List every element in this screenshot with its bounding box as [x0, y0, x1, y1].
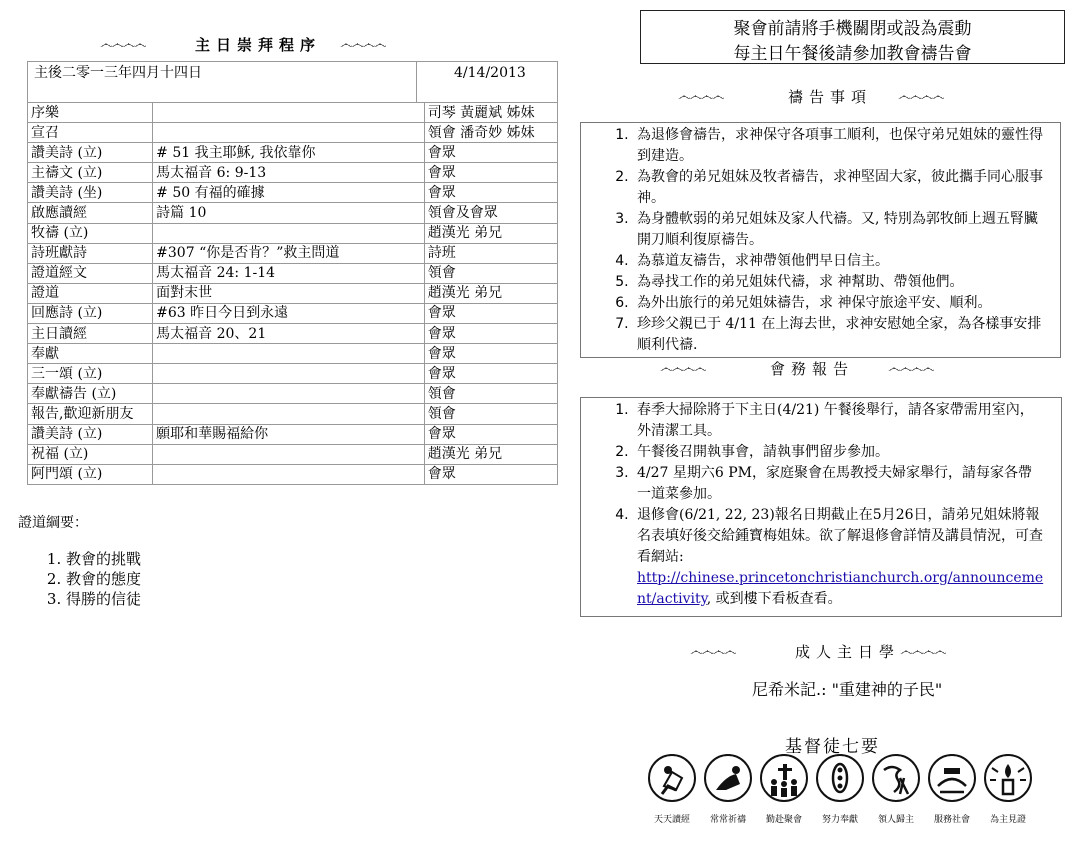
table-row [28, 384, 558, 404]
program-person: 領會 潘奇妙 姊妹 [424, 123, 557, 143]
program-item: 讚美詩 (立) [28, 143, 153, 163]
program-item: 奉獻禱告 (立) [28, 384, 153, 404]
ornament-right-icon: ෴෴෴෴ [900, 644, 946, 659]
program-item: 奉獻 [28, 344, 153, 364]
ornament-left-icon: ෴෴෴෴ [690, 644, 736, 659]
ornament-left-icon: ෴෴෴෴ [678, 89, 724, 104]
sermon-outline-title: 證道綱要： [18, 515, 88, 531]
table-row [28, 424, 558, 444]
table-row [28, 283, 558, 303]
program-person: 詩班 [424, 243, 557, 263]
program-person: 會眾 [424, 143, 557, 163]
program-item: 主禱文 (立) [28, 163, 153, 183]
ornament-left-icon: ෴෴෴෴ [100, 37, 146, 52]
seven-essentials-caption: 勤赴聚會 [765, 815, 802, 825]
notice-box [640, 10, 1065, 64]
program-person: 會眾 [424, 303, 557, 323]
program-content [153, 444, 425, 464]
program-person: 趙漢光 弟兄 [424, 223, 557, 243]
table-row [28, 243, 558, 263]
program-content [153, 103, 425, 123]
prayer-item: 2. 為教會的弟兄姐妹及牧者禱告，求神堅固大家，彼此攜手同心服事神。 [633, 167, 1050, 209]
retreat-text: 退修會(6/21, 22, 23)報名日期截止在5月26日，請弟兄姐妹將報名表填好後交給鍾寶梅姐妹。欲了解退修會詳情及講員情況，可查看網站: [637, 507, 1043, 565]
program-content: 願耶和華賜福給你 [153, 424, 425, 444]
outline-item: 2. 教會的態度 [66, 569, 141, 589]
service-icon [928, 754, 976, 802]
sunday-school-subtitle: 尼希米記.: "重建神的子民" [752, 680, 943, 699]
affairs-list [581, 400, 1061, 610]
program-person: 會眾 [424, 364, 557, 384]
program-person: 會眾 [424, 464, 557, 484]
program-item: 詩班獻詩 [28, 243, 153, 263]
worship-order-table [27, 61, 558, 485]
table-row [28, 143, 558, 163]
program-person: 趙漢光 弟兄 [424, 444, 557, 464]
prayer-item: 3. 為身體軟弱的弟兄姐妹及家人代禱。又, 特別為郭牧師上週五腎臟開刀順利復原禱告。 [633, 209, 1050, 251]
sermon-outline-list [20, 549, 141, 609]
program-person: 會眾 [424, 344, 557, 364]
seven-essentials-caption: 天天讀經 [653, 815, 690, 825]
prayer-item: 4. 為慕道友禱告，求神帶領他們早日信主。 [633, 251, 1050, 272]
affairs-item-retreat [633, 505, 1045, 610]
prayer-list [581, 125, 1060, 356]
retreat-tail: , 或到樓下看板查看。 [706, 591, 842, 607]
program-content: 面對末世 [153, 283, 425, 303]
offering-icon [816, 754, 864, 802]
program-content: 馬太福音 24: 1-14 [153, 263, 425, 283]
program-item: 讚美詩 (坐) [28, 183, 153, 203]
program-person: 司琴 黃麗斌 姊妹 [424, 103, 557, 123]
program-content [153, 384, 425, 404]
program-item: 報告,歡迎新朋友 [28, 404, 153, 424]
church-gathering-icon [760, 754, 808, 802]
table-row [28, 203, 558, 223]
program-content: # 51 我主耶穌, 我依靠你 [153, 143, 425, 163]
bible-reading-icon [648, 754, 696, 802]
retreat-link[interactable]: http://chinese.princetonchristianchurch.org/announcement/activity [637, 570, 1044, 607]
table-row [28, 404, 558, 424]
program-content: 馬太福音 20、21 [153, 324, 425, 344]
program-content [153, 404, 425, 424]
program-person: 會眾 [424, 183, 557, 203]
program-content: # 50 有福的確據 [153, 183, 425, 203]
affairs-item: 3. 4/27 星期六6 PM，家庭聚會在馬教授夫婦家舉行，請每家各帶一道菜參加。 [633, 463, 1045, 505]
outline-item: 3. 得勝的信徒 [66, 589, 141, 609]
ornament-right-icon: ෴෴෴෴ [340, 37, 386, 52]
table-row [28, 444, 558, 464]
affairs-title: 會務報告 [770, 360, 855, 378]
table-row [28, 364, 558, 384]
evangelism-icon [872, 754, 920, 802]
outline-item: 1. 教會的挑戰 [66, 549, 141, 569]
seven-essentials-icons [648, 754, 1048, 834]
program-person: 會眾 [424, 163, 557, 183]
seven-essentials-caption: 服務社會 [933, 815, 970, 825]
table-row [28, 464, 558, 484]
program-content: #63 昨日今日到永遠 [153, 303, 425, 323]
worship-title: 主日崇拜程序 [195, 36, 322, 54]
table-row [28, 223, 558, 243]
program-content [153, 123, 425, 143]
prayer-title-row [678, 86, 1008, 108]
ornament-right-icon: ෴෴෴෴ [888, 361, 934, 376]
program-item: 三一頌 (立) [28, 364, 153, 384]
program-item: 主日讀經 [28, 324, 153, 344]
seven-essentials-caption: 領人歸主 [877, 815, 914, 825]
program-content [153, 464, 425, 484]
affairs-box [580, 397, 1062, 617]
program-person: 領會 [424, 263, 557, 283]
program-person: 會眾 [424, 324, 557, 344]
affairs-item: 2. 午餐後召開執事會，請執事們留步參加。 [633, 442, 1045, 463]
prayer-item: 5. 為尋找工作的弟兄姐妹代禱，求 神幫助、帶領他們。 [633, 272, 1050, 293]
seven-essentials-caption: 常常祈禱 [709, 815, 746, 825]
affairs-item: 1. 春季大掃除將于下主日(4/21) 午餐後舉行，請各家帶需用室內，外清潔工具。 [633, 400, 1045, 442]
program-person: 領會及會眾 [424, 203, 557, 223]
witness-icon [984, 754, 1032, 802]
affairs-title-row [660, 358, 1000, 380]
table-row [28, 303, 558, 323]
program-content [153, 364, 425, 384]
prayer-title: 禱告事項 [788, 88, 873, 106]
program-person: 領會 [424, 404, 557, 424]
prayer-item: 7. 珍珍父親已于 4/11 在上海去世，求神安慰她全家，為各樣事安排順利代禱. [633, 314, 1050, 356]
program-content: 馬太福音 6: 9-13 [153, 163, 425, 183]
seven-essentials-caption: 努力奉獻 [821, 815, 858, 825]
program-person: 領會 [424, 384, 557, 404]
program-item: 證道 [28, 283, 153, 303]
table-row [28, 263, 558, 283]
program-item: 阿門頌 (立) [28, 464, 153, 484]
table-row [28, 103, 558, 123]
program-content [153, 344, 425, 364]
program-content [153, 223, 425, 243]
table-row [28, 183, 558, 203]
table-row [28, 163, 558, 183]
prayer-box [580, 122, 1061, 358]
program-item: 讚美詩 (立) [28, 424, 153, 444]
program-item: 祝福 (立) [28, 444, 153, 464]
program-item: 牧禱 (立) [28, 223, 153, 243]
worship-title-row [100, 34, 430, 56]
table-header-row [28, 62, 558, 103]
praying-icon [704, 754, 752, 802]
program-item: 宣召 [28, 123, 153, 143]
prayer-item: 1. 為退修會禱告，求神保守各項事工順利，也保守弟兄姐妹的靈性得到建造。 [633, 125, 1050, 167]
sunday-school-title: 成人主日學 [795, 643, 901, 661]
program-person: 會眾 [424, 424, 557, 444]
ornament-left-icon: ෴෴෴෴ [660, 361, 706, 376]
program-item: 回應詩 (立) [28, 303, 153, 323]
ornament-right-icon: ෴෴෴෴ [898, 89, 944, 104]
sunday-school-title-row [690, 641, 990, 663]
table-row [28, 324, 558, 344]
prayer-item: 6. 為外出旅行的弟兄姐妹禱告，求 神保守旅途平安、順利。 [633, 293, 1050, 314]
seven-essentials-title: 基督徒七要 [785, 737, 880, 757]
date-chinese: 主後二零一三年四月十四日 [34, 65, 202, 81]
program-content: 詩篇 10 [153, 203, 425, 223]
table-row [28, 344, 558, 364]
seven-essentials-caption: 為主見證 [989, 815, 1026, 825]
notice-line-1: 聚會前請將手機關閉或設為震動 [733, 19, 972, 39]
program-item: 證道經文 [28, 263, 153, 283]
program-item: 序樂 [28, 103, 153, 123]
program-item: 啟應讀經 [28, 203, 153, 223]
notice-line-2: 每主日午餐後請參加教會禱告會 [733, 44, 972, 64]
table-row [28, 123, 558, 143]
date-english: 4/14/2013 [454, 65, 526, 81]
program-person: 趙漢光 弟兄 [424, 283, 557, 303]
program-content: #307 “你是否肯？”救主問道 [153, 243, 425, 263]
